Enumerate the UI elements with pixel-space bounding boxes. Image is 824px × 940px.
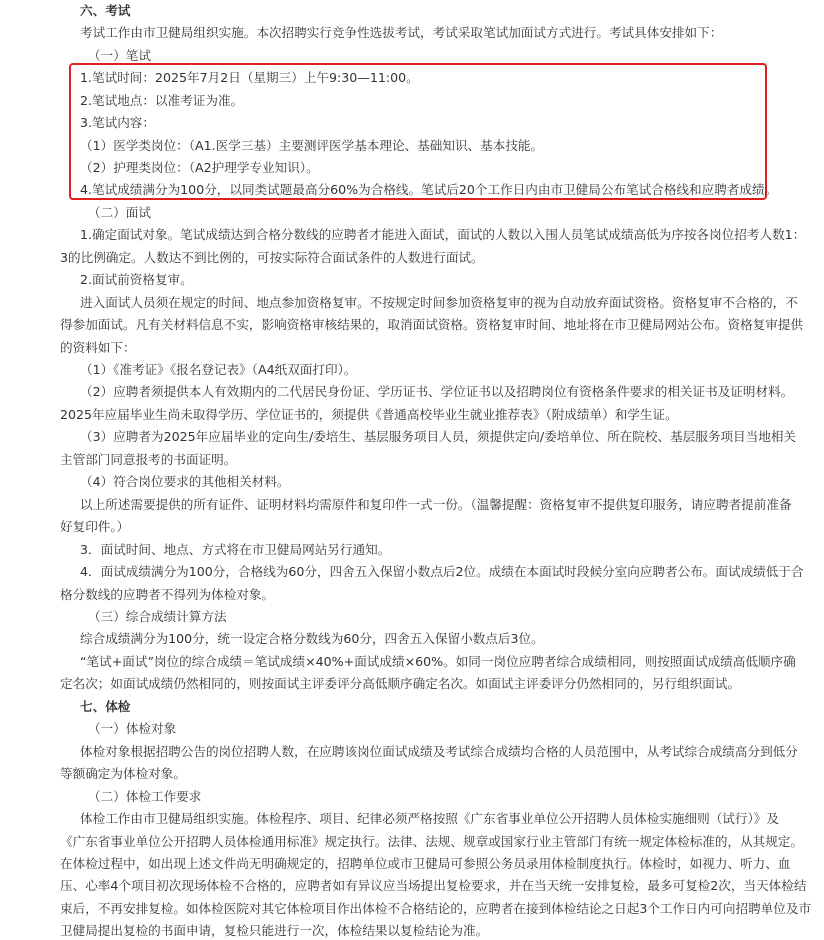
paragraph-line: 等额确定为体检对象。	[60, 766, 186, 781]
paragraph-line: 在体检过程中，如出现上述文件尚无明确规定的，招聘单位或市卫健局可参照公务员录用体检制度执行。体检时，如视力、听力、血	[60, 856, 791, 871]
paragraph-line: 得参加面试。凡有关材料信息不实，影响资格审核结果的，取消面试资格。资格复审时间、地址将在市卫健局网站公布。资格复审提供	[60, 317, 804, 332]
paragraph-line: 《广东省事业单位公开招聘人员体检通用标准》规定执行。法律、法规、规章或国家行业主管部门有统一规定体检标准的，从其规定。	[60, 834, 804, 849]
paragraph-line: 进入面试人员须在规定的时间、地点参加资格复审。不按规定时间参加资格复审的视为自动放弃面试资格。资格复审不合格的，不	[80, 295, 798, 310]
subheading-written-test: （一）笔试	[88, 48, 151, 63]
paragraph-line: 主管部门同意报考的书面证明。	[60, 452, 237, 467]
paragraph-line: （4）符合岗位要求的其他相关材料。	[80, 474, 290, 489]
paragraph-line: （1）《准考证》《报名登记表》（A4纸双面打印）。	[80, 362, 357, 377]
paragraph-line: “笔试+面试”岗位的综合成绩＝笔试成绩×40%+面试成绩×60%。如同一岗位应聘者综合成绩相同，则按照面试成绩高低顺序确	[80, 654, 796, 669]
paragraph-line: 2025年应届毕业生尚未取得学历、学位证书的，须提供《普通高校毕业生就业推荐表》（附成绩单）和学生证。	[60, 407, 678, 422]
section-heading-exam: 六、考试	[80, 3, 131, 18]
paragraph-line: 体检工作由市卫健局组织实施。体检程序、项目、纪律必须严格按照《广东省事业单位公开招聘人员体检实施细则（试行）》及	[80, 811, 779, 826]
paragraph-line: 定名次；如面试成绩仍然相同的，则按面试主评委评分高低顺序确定名次。如面试主评委评分仍然相同的，另行组织面试。	[60, 676, 741, 691]
paragraph-line: 束后，不再安排复检。如体检医院对其它体检项目作出体检不合格结论的，应聘者在接到体检结论之日起3个工作日内可向招聘单位及市	[60, 901, 812, 916]
paragraph-line: 2.笔试地点：以准考证为准。	[80, 93, 244, 108]
paragraph-line: 的资料如下：	[60, 340, 136, 355]
paragraph-line: 压、心率4个项目初次现场体检不合格的，应聘者如有异议应当场提出复检要求，并在当天统一安排复检，最多可复检2次，当天体检结	[60, 878, 807, 893]
section-heading-medical: 七、体检	[80, 699, 131, 714]
paragraph-line: 2.面试前资格复审。	[80, 272, 193, 287]
paragraph-line: 3的比例确定。人数达不到比例的，可按实际符合面试条件的人数进行面试。	[60, 250, 484, 265]
paragraph-line: （1）医学类岗位：（A1.医学三基）主要测评医学基本理论、基础知识、基本技能。	[80, 138, 544, 153]
paragraph-line: 好复印件。）	[60, 519, 130, 534]
paragraph-line: 以上所述需要提供的所有证件、证明材料均需原件和复印件一式一份。（温馨提醒：资格复审不提供复印服务，请应聘者提前准备	[80, 497, 792, 512]
paragraph-line: 综合成绩满分为100分，统一设定合格分数线为60分，四舍五入保留小数点后3位。	[80, 631, 544, 646]
paragraph-line: 3．面试时间、地点、方式将在市卫健局网站另行通知。	[80, 542, 391, 557]
subheading-medical-targets: （一）体检对象	[88, 721, 177, 736]
subheading-composite-score: （三）综合成绩计算方法	[88, 609, 227, 624]
paragraph-line: 3.笔试内容：	[80, 115, 155, 130]
paragraph-line: 4．面试成绩满分为100分，合格线为60分，四舍五入保留小数点后2位。成绩在本面试时段候分室向应聘者公布。面试成绩低于合	[80, 564, 804, 579]
paragraph-line: （3）应聘者为2025年应届毕业的定向生/委培生、基层服务项目人员，须提供定向/委培单位、所在院校、基层服务项目当地相关	[80, 429, 797, 444]
paragraph-line: 体检对象根据招聘公告的岗位招聘人数，在应聘该岗位面试成绩及考试综合成绩均合格的人员范围中，从考试综合成绩高分到低分	[80, 744, 798, 759]
paragraph-line: 1.笔试时间：2025年7月2日（星期三）上午9:30—11:00。	[80, 70, 419, 85]
paragraph-line: 4.笔试成绩满分为100分，以同类试题最高分60%为合格线。笔试后20个工作日内由市卫健局公布笔试合格线和应聘者成绩。	[80, 182, 778, 197]
subheading-medical-requirements: （二）体检工作要求	[88, 789, 202, 804]
paragraph-line: 1.确定面试对象。笔试成绩达到合格分数线的应聘者才能进入面试，面试的人数以入围人员笔试成绩高低为序按各岗位招考人数1：	[80, 227, 806, 242]
paragraph-line: （2）护理类岗位：（A2护理学专业知识）。	[80, 160, 319, 175]
paragraph-line: 卫健局提出复检的书面申请，复检只能进行一次，体检结果以复检结论为准。	[60, 923, 489, 938]
paragraph-line: （2）应聘者须提供本人有效期内的二代居民身份证、学历证书、学位证书以及招聘岗位有资格条件要求的相关证书及证明材料。	[80, 384, 794, 399]
paragraph-line: 考试工作由市卫健局组织实施。本次招聘实行竞争性选拔考试，考试采取笔试加面试方式进行。考试具体安排如下：	[80, 25, 723, 40]
paragraph-line: 格分数线的应聘者不得列为体检对象。	[60, 587, 275, 602]
subheading-interview: （二）面试	[88, 205, 151, 220]
